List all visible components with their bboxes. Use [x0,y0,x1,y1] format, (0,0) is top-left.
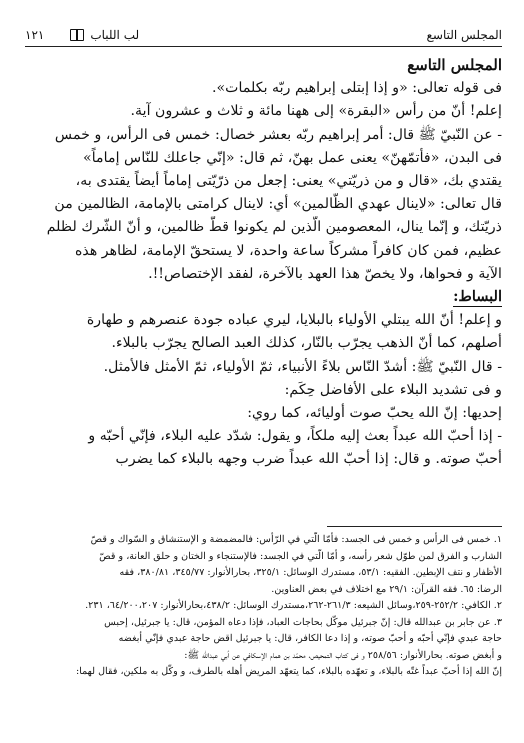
text-line: و إعلم! أنّ الله يبتلي الأولياء بالبلايا، ليري عباده جودة عنصرهم و طهارة [86,312,502,329]
text-line: - عن النّبيّ ﷺ قال: أمر إبراهيم ربّه بعشر خصال: خمس فى الرأس، و خمس [54,126,502,143]
text-line: الآية و فحواها، ولا يخصّ هذا العهد بالآخرة، لفقد الإختصاص!!. [148,265,502,282]
page-number: ١٢١ [25,28,45,42]
section-title: البساط: [453,288,502,306]
text-line: عظيم، فمن كان كافراً مشركاً ساعة واحدة، لا يستحقّ الإمامة، لظاهر هذه [74,242,502,259]
footnote-line: حاجة عبدي فإنّي أحبّه و أحبّ صوته، و إذا دعا الكافر، قال: يا جبرئيل اقض حاجة عبدي فإنّي أبغضه [118,633,502,644]
text-line: - إذا أحبّ الله عبداً بعث إليه ملكاً، و يقول: شدّد عليه البلاء، فإنّي أحبّه و [88,428,502,445]
text-line: ذريّتك، و إنّما ينال، المعصومين الّذين لم يكونوا قطّ ظالمين، و أنّ الشّرك لظلم [46,219,502,236]
main-text [24,54,502,472]
book-icon [70,29,84,41]
text-line: - قال النّبيّ ﷺ: أشدّ النّاس بلاءً الأنبياء، ثمّ الأولياء، ثمّ الأمثل فالأمثل. [103,358,502,375]
footnote-line: إنّ الله إذا أحبّ عبداً غتّه بالبلاء، و تعهّده بالبلاء، كما يتعهّد المريض أهله بالطرف، و وكّل به ملكين، فقال لهما: [75,666,502,677]
text-line: قال تعالى: «لاينال عهدي الظّالمين» أي: لاينال كرامتى بالإمامة، الظالمين من [54,196,502,213]
footnote-line: ٢. الكافي: ٢٥٢/٢-٢٥٩،وسائل الشيعه: ٢٦١/٣-٢٦٢،مستدرك الوسائل: ٤٣٨/٢،بحارالأنوار: ٦٤/٢٠٠،٢٠٧، ٢٣١. [85,600,502,611]
footnotes [24,532,502,681]
text-line: إحديها: إنّ الله يحبّ صوت أوليائه، كما روي: [247,405,502,422]
footnote-line: الرضا: ٦٥. فقه القرآن: ٢٩/١ مع اختلاف في بعض العناوين. [271,583,502,595]
footnote-line: ١. خمس فى الرأس و خمس فى الجسد: فأمّا الّتي في الرّأس: فالمضمضة و الإستنشاق و السّواك و قصّ [90,534,502,545]
chapter-title: المجلس التاسع [426,28,502,42]
text-line: فى قوله تعالى: «و إذا إبتلى إبراهيم ربّه بكلمات». [211,80,502,97]
section-title-line [24,286,502,309]
text-line: و فى تشديد البلاء على الأفاضل حِكَم: [284,381,502,398]
footnote-line: و أبغض صوته. بحارالأنوار: ٢٥٨/٥٦ و فى كتاب التمحيص، محمّد بن همام الإسكافي عن أبي عبدالله ﷺ: [184,649,502,661]
footnote-divider [327,526,502,527]
footnote-line: الشارب و الفرق لمن طوّل شعر رأسه، و أمّا الّتي في الجسد: فالإستنجاء و الختان و حلق العانة، و قصّ [99,550,502,562]
text-line: فى البدن، «فأتمّهنّ» يعنى عمل بهنّ، ثم قال: «إنّي جاعلك للنّاس إماماً» [83,149,502,166]
text-line: أحبّ صوته. و قال: إذا أحبّ الله عبداً ضرب وجهه بالبلاء كما يضرب [115,451,502,468]
header-left [25,28,139,42]
text-line: يقتدي بك، «قال و من ذريّتي» يعنى: إجعل من ذرّيّتى إماماً أيضاً يقتدى به، [75,173,502,190]
footnote-line: الأظفار و نتف الإبطين. الفقيه: ٥٣/١، مستدرك الوسائل: ٣٢٥/١، بحارالأنوار: ٣٤٥/٧٧، ٣٨٠/٨١، فقه [119,567,502,578]
text-line: إعلم! أنّ من رأس «البقرة» إلى ههنا مائة و ثلاث و عشرون آية. [130,103,502,120]
text-line: أصلهم، كما أنّ الذهب يجرّب بالنّار، كذلك العبد الصالح يجرّب بالبلاء. [111,335,502,352]
section-heading: المجلس التاسع [407,56,502,74]
footnote-line: ٣. عن جابر بن عبدالله قال: إنّ جبرئيل موكّل بحاجات العباد، فإذا دعاه المؤمن، قال: يا جبرئيل، إحبس [104,616,502,628]
book-title: لب اللباب [90,28,140,42]
running-header [25,24,502,47]
